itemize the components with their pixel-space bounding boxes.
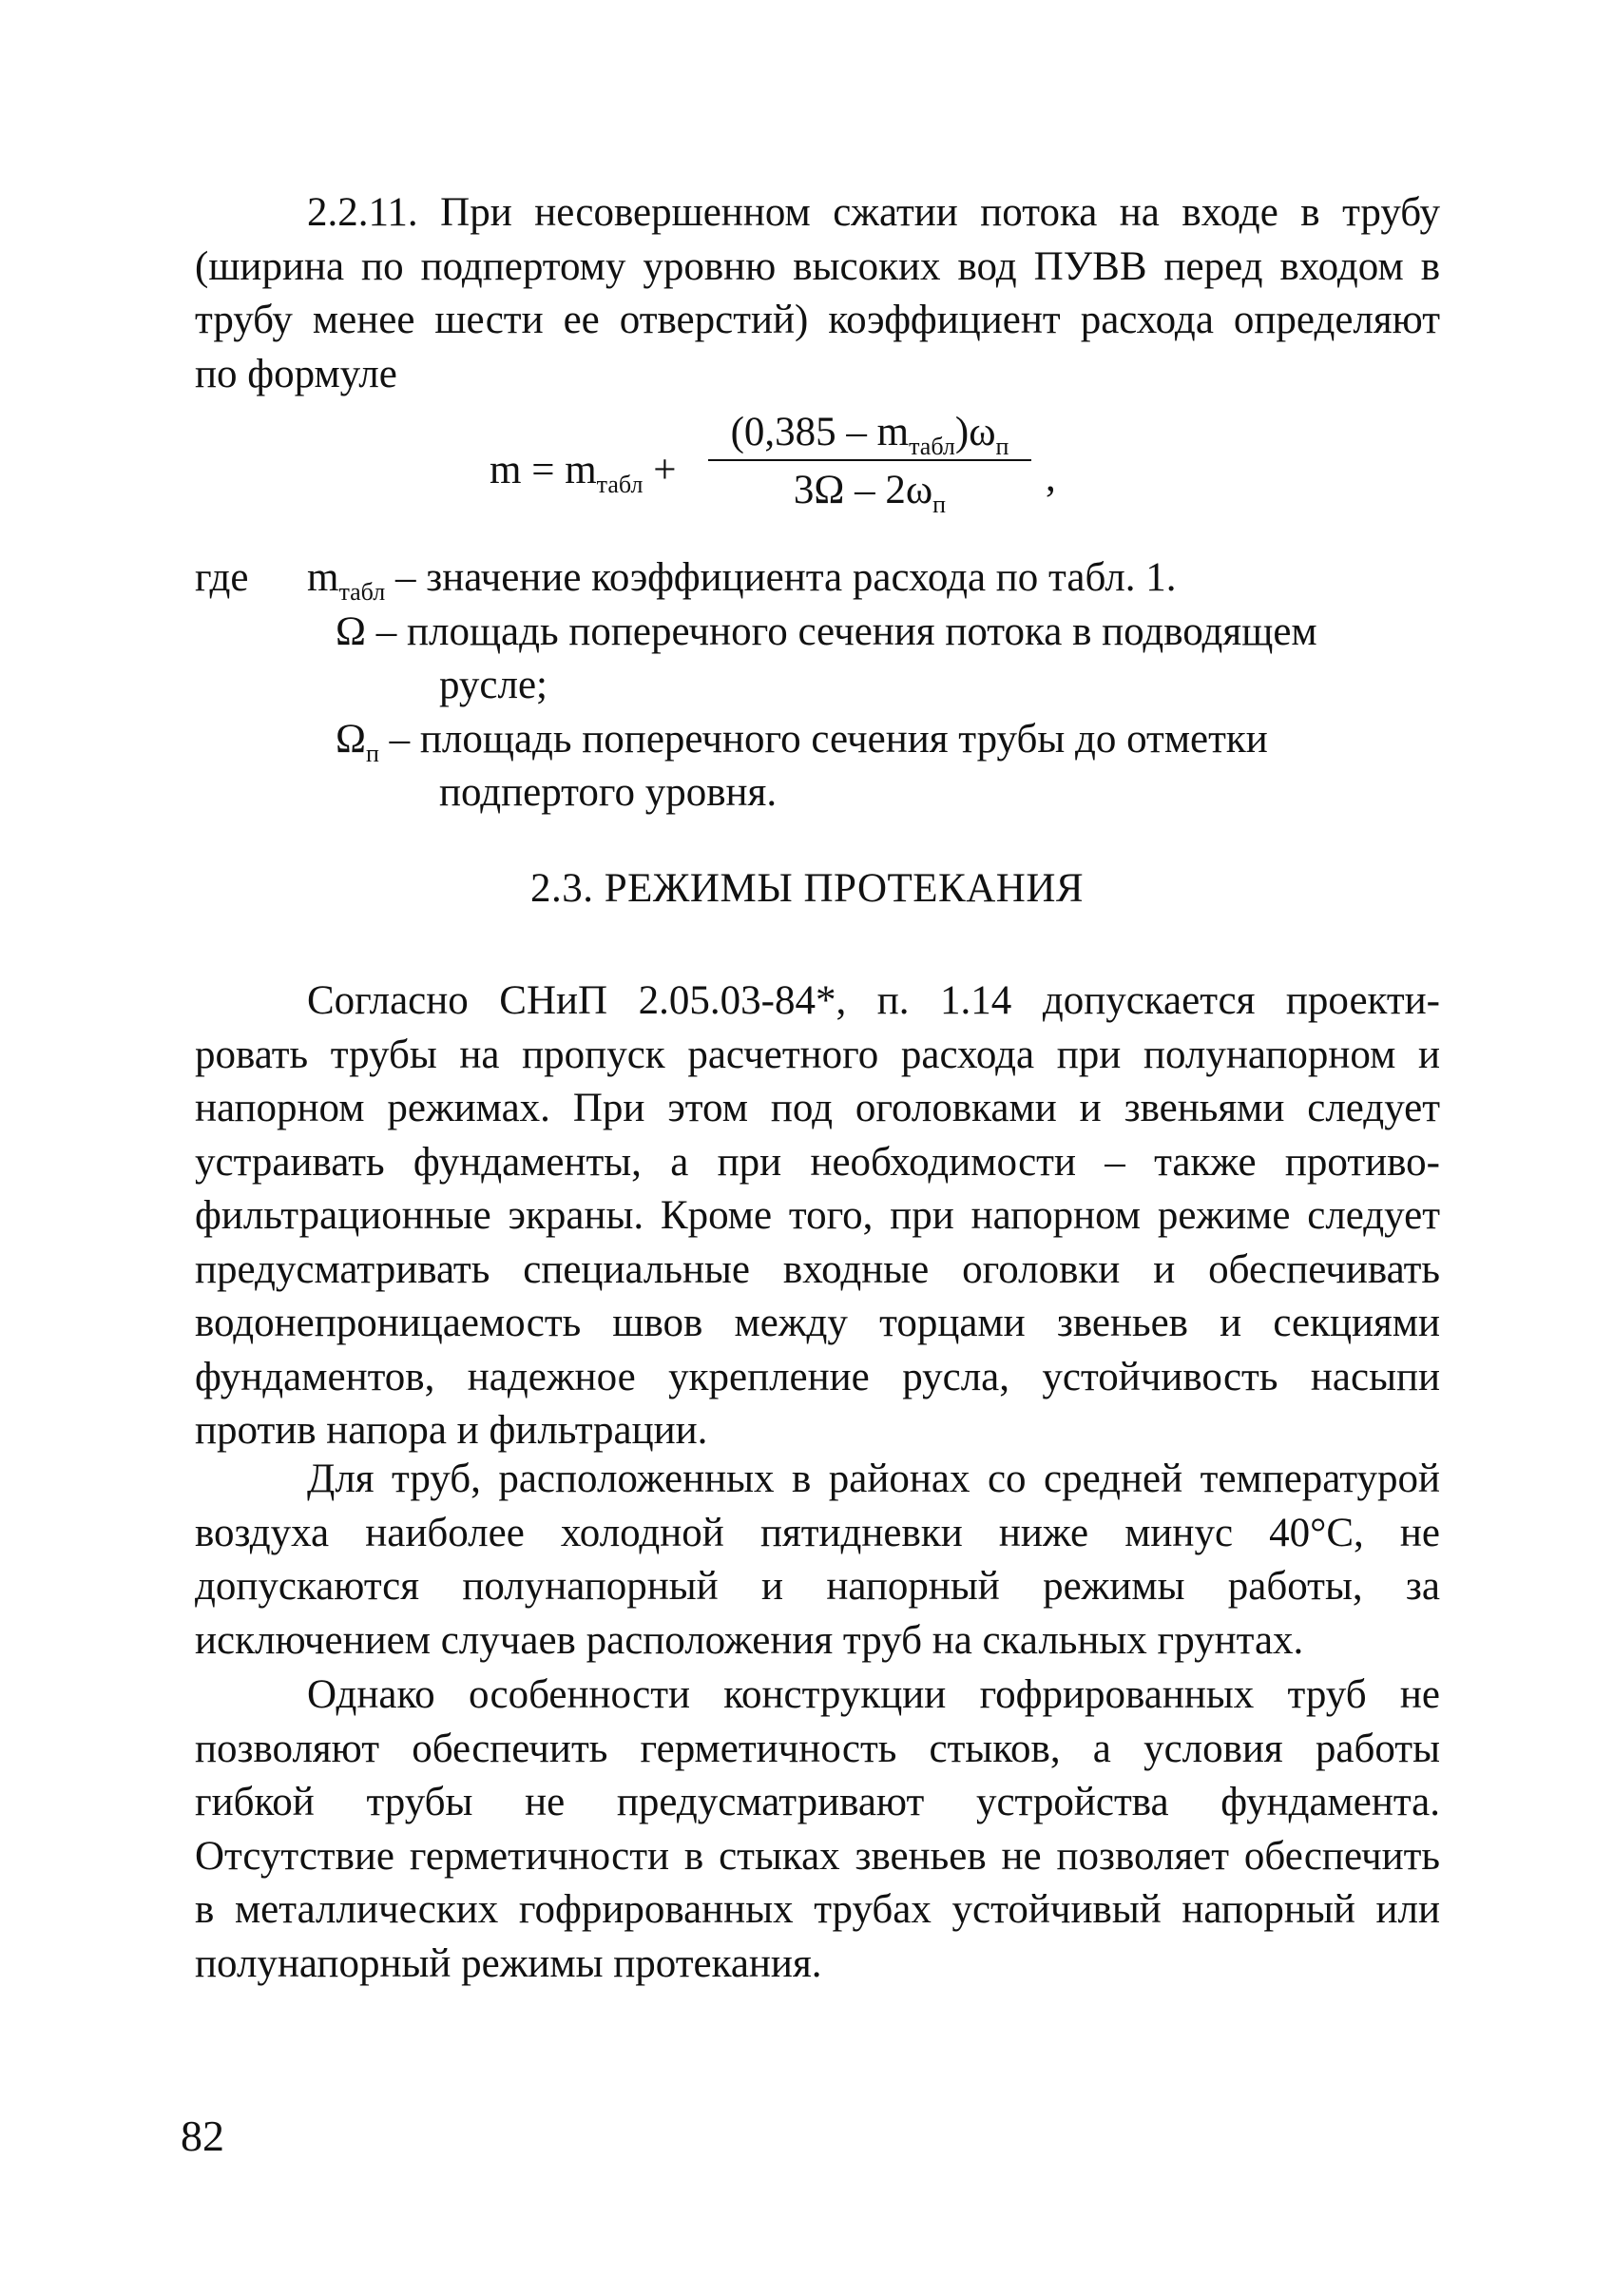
formula-denominator: $3\Omega - 2\omega_п$ [793, 468, 947, 518]
text-line: Отсутствие герметичности в стыках звеньев не позволяет обеспечить [195, 1833, 1440, 1879]
paragraph-2-2-11 [195, 186, 1440, 401]
text-line: 2.2.11. При несовершенном сжатии потока на входе в трубу [307, 190, 1440, 235]
variable-definitions [195, 551, 1431, 820]
text-line: водонепроницаемость швов между торцами звеньев и секциями [195, 1301, 1440, 1345]
text-line: исключением случаев расположения труб на скальных грунтах. [195, 1617, 1304, 1663]
text-line: Согласно СНиП 2.05.03-84*, п. 1.14 допускается проекти- [307, 978, 1440, 1023]
text-line: в металлических гофрированных трубах устойчивый напорный или [195, 1887, 1440, 1932]
formula-comma: , [1046, 455, 1056, 500]
text-line: воздуха наиболее холодной пятидневки ниже минус 40°С, не [195, 1510, 1440, 1555]
text-line: Для труб, расположенных в районах со средней температурой [307, 1457, 1440, 1501]
text-line: ровать трубы на пропуск расчетного расхода при полунапорном и [195, 1032, 1440, 1077]
discharge-coefficient-formula [490, 409, 1155, 542]
text-line: устраивать фундаменты, а при необходимости – также противо- [195, 1139, 1440, 1185]
section-heading: 2.3. РЕЖИМЫ ПРОТЕКАНИЯ [529, 866, 1085, 911]
text-line: фильтрационные экраны. Кроме того, при напорном режиме следует [195, 1193, 1440, 1238]
text-line: гибкой трубы не предусматривают устройства фундамента. [195, 1780, 1440, 1824]
formula-numerator: $(0,385 - m_{табл})\omega_п$ [730, 410, 1009, 460]
text-line: Однако особенности конструкции гофрированных труб не [307, 1672, 1440, 1717]
text-line: (ширина по подпертому уровню высоких вод ПУВВ перед входом в [195, 243, 1440, 289]
text-line: против напора и фильтрации. [195, 1408, 708, 1453]
definition-omega-cont: русле; [439, 663, 548, 707]
definition-omega-p-cont: подпертого уровня. [439, 770, 778, 815]
paragraph-cold-regions [195, 1453, 1440, 1668]
text-line: фундаментов, надежное укрепление русла, устойчивость насыпи [195, 1354, 1440, 1399]
where-label: где [195, 555, 249, 600]
text-line: полунапорный режимы протекания. [195, 1940, 822, 1986]
definition-omega-p: $\Omega_п$ – площадь поперечного сечения трубы до отметки [336, 716, 1268, 767]
definition-m-tabl: где $m_{табл}$ – значение коэффициента расхода по табл. 1. [195, 551, 1431, 606]
definition-omega: Ω – площадь поперечного сечения потока в подводящем [336, 608, 1317, 654]
text-line: предусматривать специальные входные оголовки и обеспечивать [195, 1246, 1440, 1292]
text-line: по формуле [195, 351, 397, 396]
text-line: позволяют обеспечить герметичность стыков, а условия работы [195, 1726, 1440, 1771]
text-line: допускаются полунапорный и напорный режимы работы, за [195, 1564, 1440, 1609]
formula-fraction [708, 409, 1031, 518]
text-line: напорном режимах. При этом под оголовками и звеньями следует [195, 1086, 1440, 1130]
text-line: трубу менее шести ее отверстий) коэффициент расхода определяют [195, 298, 1440, 342]
paragraph-snip [195, 974, 1440, 1458]
page-number: 82 [181, 2112, 224, 2160]
paragraph-corrugated-pipes [195, 1669, 1440, 1991]
formula-lhs: $m = m_{табл}$ + [490, 448, 677, 498]
fraction-bar [708, 459, 1031, 461]
